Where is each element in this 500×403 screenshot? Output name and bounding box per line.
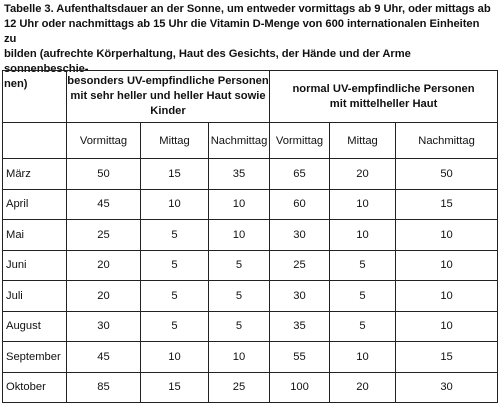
group-header-line: normal UV-empfindliche Personen [292,82,475,95]
subheader-row [3,123,498,159]
table-cell: 20 [67,281,141,312]
table-row [3,281,498,312]
caption-line: bilden (aufrechte Körperhaltung, Haut des Gesichts, der Hände und der Arme sonnenbeschie- [4,48,411,75]
table-row [3,250,498,281]
table-cell: 30 [396,372,498,403]
table-cell: 10 [209,342,270,373]
table-cell: 50 [67,159,141,190]
table-cell: 15 [141,159,209,190]
table-cell: 5 [141,250,209,281]
table-cell: 10 [330,342,396,373]
subheader-cell: Vormittag [270,123,330,159]
table-cell: 5 [141,311,209,342]
table-row [3,372,498,403]
table-cell: 5 [330,311,396,342]
table-row [3,220,498,251]
subheader-cell: Mittag [330,123,396,159]
row-label-month: August [3,311,67,342]
row-label-month: September [3,342,67,373]
table-cell: 20 [67,250,141,281]
vitamin-d-table [2,70,498,403]
table-cell: 15 [141,372,209,403]
table-cell: 45 [67,342,141,373]
table-cell: 15 [396,342,498,373]
table-cell: 35 [209,159,270,190]
table-cell: 10 [209,189,270,220]
table-cell: 5 [330,250,396,281]
table-cell: 10 [209,220,270,251]
corner-cell [3,71,67,123]
table-row [3,189,498,220]
table-cell: 10 [396,220,498,251]
row-label-month: März [3,159,67,190]
table-cell: 15 [396,189,498,220]
table-cell: 10 [396,250,498,281]
subheader-cell: Vormittag [67,123,141,159]
group-header-row [3,71,498,123]
row-label-month: Oktober [3,372,67,403]
table-cell: 65 [270,159,330,190]
table-cell: 85 [67,372,141,403]
group-header-normal [270,71,498,123]
table-cell: 5 [141,220,209,251]
subheader-cell: Mittag [141,123,209,159]
table-cell: 10 [396,311,498,342]
row-label-month: Juni [3,250,67,281]
subheader-empty-cell [3,123,67,159]
table-cell: 10 [330,189,396,220]
table-row [3,311,498,342]
table-cell: 20 [330,159,396,190]
group-header-line: mit sehr heller und heller Haut sowie [70,90,266,102]
table-cell: 5 [209,311,270,342]
row-label-month: Juli [3,281,67,312]
table-row [3,159,498,190]
table-row [3,342,498,373]
table-cell: 25 [67,220,141,251]
table-cell: 30 [270,220,330,251]
group-header-line: besonders UV-empfindliche Personen [67,75,269,87]
table-cell: 60 [270,189,330,220]
table-cell: 30 [270,281,330,312]
group-header-line: mit mittelheller Haut [329,97,438,110]
row-label-month: Mai [3,220,67,251]
table-cell: 10 [330,220,396,251]
group-header-sensitive [67,71,270,123]
caption-line: 12 Uhr oder nachmittags ab 15 Uhr die Vitamin D-Menge von 600 internationalen Einheiten zu [4,18,480,45]
table-cell: 10 [141,189,209,220]
table-cell: 10 [141,342,209,373]
table-cell: 20 [330,372,396,403]
table-cell: 35 [270,311,330,342]
subheader-cell: Nachmittag [209,123,270,159]
table-cell: 55 [270,342,330,373]
caption-line: nen) [4,78,28,90]
group-header-line: Kinder [150,105,186,117]
table-cell: 45 [67,189,141,220]
table-body [3,159,498,403]
table-cell: 50 [396,159,498,190]
table-cell: 10 [396,281,498,312]
table-cell: 100 [270,372,330,403]
table-cell: 25 [209,372,270,403]
row-label-month: April [3,189,67,220]
table-cell: 30 [67,311,141,342]
table-cell: 25 [270,250,330,281]
table-cell: 5 [209,281,270,312]
subheader-cell: Nachmittag [396,123,498,159]
table-cell: 5 [330,281,396,312]
caption-line: Tabelle 3. Aufenthaltsdauer an der Sonne, um entweder vormittags ab 9 Uhr, oder mittags ab [4,3,491,15]
table-cell: 5 [141,281,209,312]
table-cell: 5 [209,250,270,281]
